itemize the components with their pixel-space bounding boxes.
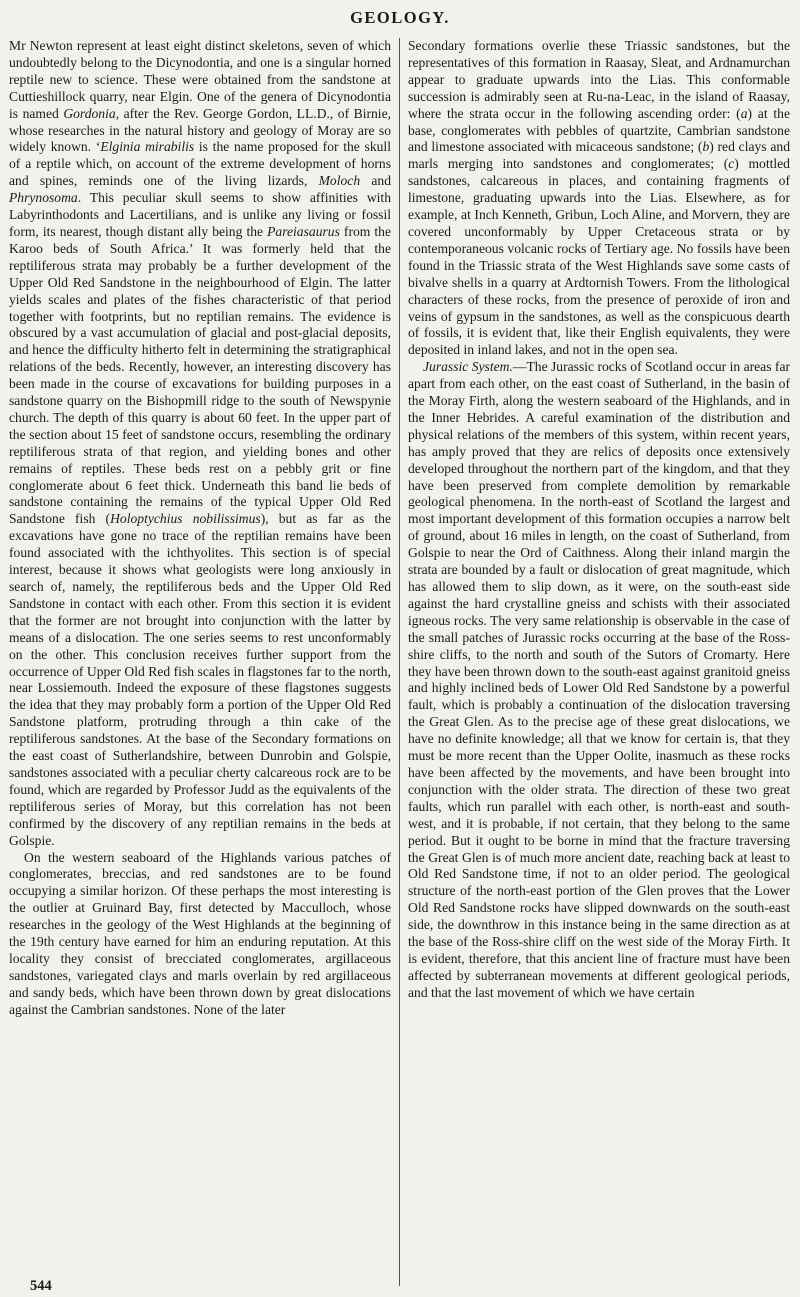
text-segment: ) at the base, conglomerates with pebbles of quartzite, Cambrian sandstone and limestone associated with micaceous sandstone; ( [408,105,790,155]
italic-text-segment: Gordonia [63,105,116,121]
italic-text-segment: Pareiasaurus [267,223,340,239]
column-left [9,38,391,1286]
page-number: 544 [26,1278,56,1295]
paragraph [408,38,790,359]
text-segment: and [360,173,391,189]
italic-text-segment: b [702,139,710,155]
column-divider [399,38,400,1286]
italic-text-segment: a [740,105,748,121]
text-segment: from the Karoo beds of South Africa.’ It was formerly held that the reptiliferous strata may probably be a further development of the Upper Old Red Sandstone in the neighbourhood of Elgin. The latter yields scales and plates of the fishes characteristic of that period together with footprints, but no reptilian remains. The evidence is obscured by a vast accumulation of glacial and post-glacial deposits, and hence the difficulty hitherto felt in determining the stratigraphical relations of the beds. Recently, however, an interesting discovery has been made in the course of excavations for building purposes in a sandstone quarry on the Bishopmill ridge to the south of Newspynie church. The depth of this quarry is about 60 feet. In the upper part of the section about 15 feet of sandstone occurs, resembling the ordinary reptiliferous strata of that region, and yielding bones and other remains of reptiles. These beds rest on a pebbly grit or fine conglomerate about 6 feet thick. Underneath this band lie beds of sandstone containing the remains of the typical Upper Old Red Sandstone fish ( [9,223,391,527]
italic-text-segment: Elginia mirabilis [100,139,195,155]
italic-text-segment: Moloch [318,173,361,189]
text-segment: ) mottled sandstones, calcareous in places, and containing fragments of limestone, graduating upwards into the Lias. Elsewhere, as for example, at Inch Kenneth, Gribun, Loch Aline, and Morvern, they are covered unconformably by Upper Cretaceous strata or by contemporaneous volcanic rocks of Tertiary age. No fossils have been found in the Triassic strata of the West Highlands save some casts of bivalve shells in a quarry at Ardtornish Towers. From the lithological characters of these rocks, from the presence of peroxide of iron and veins of gypsum in the sandstones, as well as the conspicuous dearth of fossils, it is evident that, like their English equivalents, they were deposited in inland lakes, and not in the open sea. [408,156,790,358]
italic-text-segment: Phrynosoma [9,190,78,206]
text-segment: Secondary formations overlie these Triassic sandstones, but the representatives of this formation in Raasay, Sleat, and Ardnamurchan appear to graduate upwards into the Lias. This conformable succession is admirably seen at Ru-na-Leac, in the island of Raasay, where the strata occur in the following ascending order: ( [408,38,790,121]
paragraph [9,850,391,1019]
text-segment: . This peculiar skull seems to show affinities with Labyrinthodonts and Lacertilians, and is unlike any living or fossil form, its nearest, though distant ally being the [9,190,391,239]
italic-text-segment: Jurassic System. [423,359,513,375]
text-segment: —The Jurassic rocks of Scotland occur in areas far apart from each other, on the east coast of Sutherland, in the basin of the Moray Firth, along the western seaboard of the Highlands, and in the Inner Hebrides. A careful examination of the distribution and physical relations of the members of this system, within recent years, has amply proved that they are relics of deposits once extensively developed throughout the northern part of the kingdom, and that they have been preserved from complete demolition by remarkable geological phenomena. In the north-east of Scotland the largest and most important development of this formation occupies a narrow belt of ground, about 16 miles in length, on the coast of Sutherland, from Golspie to near the Ord of Caithness. Along their inland margin the strata are bounded by a fault or dislocation of great magnitude, which has allowed them to slip down, as it were, on the south-east side against the hard crystalline gneiss and schists with their associated igneous rocks. The very same relationship is observable in the case of the small patches of Jurassic rocks occurring at the base of the Ross-shire cliffs, to the north and south of the Sutors of Cromarty. Here they have been thrown down to the south-east against granitoid gneiss and highly inclined beds of Lower Old Red Sandstone by a powerful fault, which is probably a continuation of the dislocation traversing the Great Glen. As to the precise age of these great dislocations, we have no definite knowledge; all that we know for certain is, that they must be more recent than the Upper Oolite, inasmuch as these rocks have been affected by the movements, and have been brought into conjunction with the older strata. The direction of these two great faults, which run parallel with each other, is north-east and south-west, and it is probable, if not certain, that they belong to the same period. But it ought to be borne in mind that the fracture traversing the Great Glen is of much more ancient date, reaching back at least to Old Red Sandstone time, if not to an older period. The geological structure of the north-east portion of the Glen proves that the Lower Old Red Sandstone rocks have slipped downwards on the south-east side, the downthrow in this instance being in the same direction as at the base of the Ross-shire cliff on the west side of the Moray Firth. It is evident, therefore, that this ancient line of fracture must have been affected by subterranean movements at different geological periods, and that the last movement of which we have certain [408,359,790,1000]
page-title: GEOLOGY. [350,8,450,27]
text-segment: is the name proposed for the skull of a reptile which, on account of the extreme development of horns and spines, reminds one of the living lizards, [9,139,391,189]
italic-text-segment: c [728,156,735,172]
text-columns [9,38,791,1286]
text-segment: , after the Rev. George Gordon, LL.D., of Birnie, whose researches in the natural history and geology of Moray are so widely known. ‘ [9,105,391,155]
text-segment: Mr Newton represent at least eight distinct skeletons, seven of which undoubtedly belong to the Dicynodontia, and one is a singular horned reptile new to science. These were obtained from the sandstone at Cuttieshillock quarry, near Elgin. One of the genera of Dicynodontia is named [9,38,391,121]
paragraph [408,359,790,1001]
text-segment: ) red clays and marls merging into sandstones and conglomerates; ( [408,139,790,172]
text-segment: ), but as far as the excavations have gone no trace of the reptilian remains have been found associated with the ichthyolites. This section is of special interest, because it shows what geologists were long anxiously in search of, namely, the reptiliferous beds and the Upper Old Red Sandstone in contact with each other. From this section it is evident that the former are not brought into conjunction with the latter by means of a dislocation. The one series seems to rest unconformably on the other. This conclusion receives further support from the occurrence of Upper Old Red fish scales in flagstones far to the north, near Lossiemouth. Indeed the exposure of these flagstones suggests the idea that they may probably form a portion of the Upper Old Red Sandstone platform, protruding through a thin cake of the reptiliferous sandstones. At the base of the Secondary formations on the east coast of Sutherlandshire, between Dunrobin and Golspie, sandstones associated with a peculiar cherty calcareous rock are to be found, which are regarded by Professor Judd as the equivalents of the reptiliferous series of Moray, but this correlation has not been confirmed by the discovery of any reptilian remains in the beds at Golspie. [9,511,391,848]
column-right [408,38,790,1286]
paragraph [9,38,391,850]
text-segment: On the western seaboard of the Highlands various patches of conglomerates, breccias, and red sandstones are to be found occupying a similar horizon. Of these perhaps the most interesting is the outlier at Gruinard Bay, first detected by Macculloch, whose researches in the geology of the West Highlands at the beginning of the 19th century have earned for him an enduring reputation. At this locality they consist of brecciated conglomerates, argillaceous sandstones, variegated clays and marls overlain by red argillaceous and sandy beds, which have been thrown down by great dislocations against the Cambrian sandstones. None of the later [9,849,391,1017]
italic-text-segment: Holoptychius nobilissimus [110,511,261,527]
